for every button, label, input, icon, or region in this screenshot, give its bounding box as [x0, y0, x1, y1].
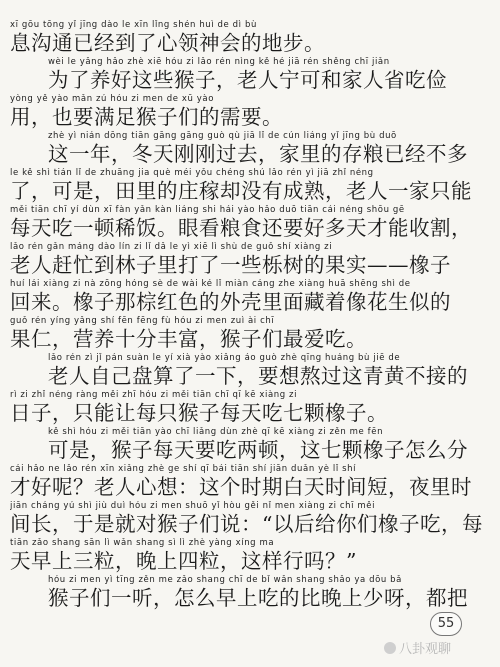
pinyin-row: jiān cháng yú shì jiù duì hóu zi men shuō yǐ hòu gěi nǐ men xiàng zi chī měi [10, 501, 376, 511]
text-line [10, 205, 492, 242]
text-line [10, 316, 492, 353]
chinese-row: 了，可是，田里的庄稼却没有成熟，老人一家只能 [10, 179, 472, 203]
chinese-row: 天早上三粒，晚上四粒，这样行吗？” [10, 549, 357, 573]
text-line [10, 168, 492, 205]
chinese-row: 为了养好这些猴子，老人宁可和家人省吃俭 [48, 68, 447, 92]
chinese-row: 老人赶忙到林子里打了一些栎树的果实——橡子 [10, 253, 451, 277]
pinyin-row: rì zi zhǐ néng ràng měi zhī hóu zi měi tiān chī qī kē xiàng zi [10, 390, 298, 400]
pinyin-row: cái hǎo ne lǎo rén xīn xiǎng zhè ge shí qī bái tiān shí jiān duǎn yè lǐ shí [10, 464, 357, 474]
text-line [10, 20, 492, 57]
pinyin-row: lǎo rén gǎn máng dào lín zi lǐ dǎ le yì xiē lì shù de guǒ shí xiàng zi [10, 242, 333, 252]
pinyin-row: yòng yě yào mǎn zú hóu zi men de xū yào [10, 94, 215, 104]
pinyin-row: le kě shì tián lǐ de zhuāng jia què méi yǒu chéng shú lǎo rén yì jiā zhǐ néng [10, 168, 374, 178]
text-line [10, 57, 492, 94]
text-line [10, 464, 492, 501]
text-line [10, 353, 492, 390]
chinese-row: 这一年，冬天刚刚过去，家里的存粮已经不多 [48, 142, 468, 166]
chinese-row: 可是，猴子每天要吃两顿，这七颗橡子怎么分 [48, 438, 468, 462]
pinyin-row: měi tiān chī yí dùn xī fàn yǎn kàn liáng shi hái yào hǎo duō tiān cái néng shōu gē [10, 205, 405, 215]
pinyin-row: kě shì hóu zi měi tiān yào chī liǎng dùn zhè qī kē xiàng zi zěn me fēn [48, 427, 384, 437]
text-line [10, 279, 492, 316]
pinyin-row: wèi le yǎng hǎo zhè xiē hóu zi lǎo rén nìng kě hé jiā rén shěng chī jiǎn [48, 57, 390, 67]
watermark-logo-icon [384, 642, 396, 654]
chinese-row: 每天吃一顿稀饭。眼看粮食还要好多天才能收割， [10, 216, 472, 240]
chinese-row: 老人自己盘算了一下，要想熬过这青黄不接的 [48, 364, 468, 388]
pinyin-row: hóu zi men yì tīng zěn me zǎo shang chī de bǐ wǎn shang shǎo ya dōu bǎ [48, 575, 402, 585]
text-line [10, 501, 492, 538]
chinese-row: 用，也要满足猴子们的需要。 [10, 105, 283, 129]
chinese-row: 日子，只能让每只猴子每天吃七颗橡子。 [10, 401, 388, 425]
pinyin-row: zhè yì nián dōng tiān gāng gāng guò qù jiā lǐ de cún liáng yǐ jīng bù duō [48, 131, 397, 141]
chinese-row: 回来。橡子那棕红色的外壳里面藏着像花生似的 [10, 290, 451, 314]
text-line [10, 390, 492, 427]
chinese-row: 猴子们一听，怎么早上吃的比晚上少呀，都把 [48, 586, 468, 610]
text-line [10, 94, 492, 131]
chinese-row: 才好呢？老人心想：这个时期白天时间短，夜里时 [10, 475, 472, 499]
pinyin-row: lǎo rén zì jǐ pán suàn le yí xià yào xiǎng áo guò zhè qīng huáng bù jiē de [48, 353, 401, 363]
text-line [10, 575, 492, 612]
text-line [10, 538, 492, 575]
story-text [10, 20, 492, 612]
text-line [10, 131, 492, 168]
pinyin-row: huí lái xiàng zi nà zōng hóng sè de wài ké lǐ miàn cáng zhe xiàng huā shēng shì de [10, 279, 411, 289]
page-number: 55 [430, 612, 462, 636]
chinese-row: 果仁，营养十分丰富，猴子们最爱吃。 [10, 327, 367, 351]
pinyin-row: guǒ rén yíng yǎng shí fēn fēng fù hóu zi men zuì ài chī [10, 316, 275, 326]
text-line [10, 427, 492, 464]
watermark [384, 638, 451, 657]
pinyin-row: tiān zǎo shang sān lì wǎn shang sì lì zhè yàng xíng ma [10, 538, 275, 548]
pinyin-row: xī gōu tōng yǐ jīng dào le xīn lǐng shén huì de dì bù [10, 20, 257, 30]
chinese-row: 间长，于是就对猴子们说：“以后给你们橡子吃，每 [10, 512, 483, 536]
chinese-row: 息沟通已经到了心领神会的地步。 [10, 31, 325, 55]
watermark-text: 八卦观聊 [399, 642, 452, 657]
text-line [10, 242, 492, 279]
